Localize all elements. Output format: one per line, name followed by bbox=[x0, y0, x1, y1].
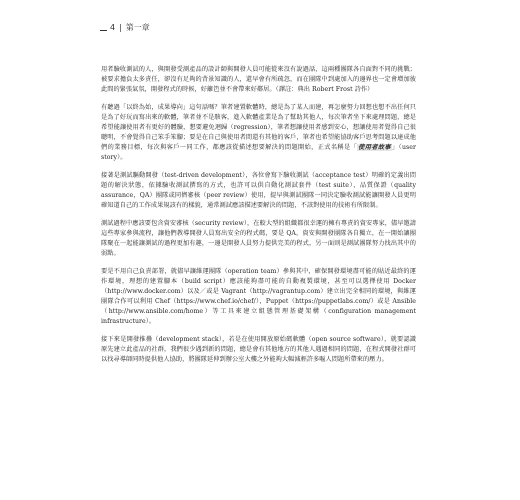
user-story-term: 使用者故事 bbox=[358, 144, 391, 151]
paragraph-6: 接下來是開發推疊（development stack），若是在使用開放原始碼軟體（open source software），就要認識原先建立此產品的社群，我們很少遇到新的問題，總是會有其他地方的其他人遇過相同的問題，在程式開發社群可以找尋導師同時提供他人協助，將團隊延伸到辦公室大樓之外能夠大幅減輕許多嘔人問題所帶來的壓力。 bbox=[101, 336, 416, 363]
paragraph-2-text: 有聽過「以終為始，成果導向」這句話嗎？筆者建置軟體時，總是為了某人而建，再怎麼努力回想也想不出任何只是為了好玩而寫出來的軟體，筆者並不是駭客，進入軟體產業是為了幫助其他人，每次筆者坐下來處理問題，總是希望能讓使用者有更好的體驗，想要避免迴歸（regression），筆者想讓使用者感到安心，想讓使用者覺得自己很聰明，不會覺得自己笨手笨腳；要是在自己與使用者間還有其他的客戶，筆者也希望能協助客戶思考問題以達成他們的業務目標，每次與客戶一同工作，都應該從描述想要解決的問題開始，正式名稱是「 bbox=[101, 104, 416, 151]
header-rule bbox=[100, 30, 107, 32]
running-header bbox=[100, 22, 150, 33]
paragraph-2-tail: 」（user story）。 bbox=[101, 144, 416, 161]
paragraph-1: 用者驗收測試的人，與開發受測產品的設計師與開發人員可能從來沒有說過話，這兩種團隊各自面對不同的挑戰；被要求擔負太多責任，卻沒有足夠的背景知識的人，還早會有所疏忽，而在團隊中到處加入的邊界也一定會增加彼此間的緊張氣氛，開發程式的時候，好籬笆並不會帶來好鄰居。（譯註：典出 Robert Frost 詩作） bbox=[101, 66, 416, 93]
paragraph-3: 接著是測試驅動開發（test-driven development），各位會寫下驗收測試（acceptance test）明確的定義出問題的解決狀態，依據驗收測試撰寫的方式，也許可以供自動化測試套件（test suite），品質保證（quality assurance，QA）團隊或同儕審核（peer review）使用，提早與測試團隊一同決定驗收測試能讓開發人員更明確知道自己的工作成果規該有的樣貌，通常測試應該描述要解決的問題，不該對使用的技術有所限制。 bbox=[101, 172, 416, 209]
chapter-title: 第一章 bbox=[125, 23, 150, 32]
paragraph-4: 測試過程中應該要包含資安審核（security review），在較大型的組織都很幸運的擁有專責的資安專家，儘早邀請這些專家參與流程，讓他們教導開發人員寫出安全的程式碼，要是 QA，資安與開發團隊各自獨立，在一開始讓團隊聚在一起能讓測試的過程更加有趣，一邊是開發人員努力提供完美的程式，另一面則是測試團隊努力找出其中的弱點。 bbox=[101, 220, 416, 257]
header-separator: | bbox=[119, 23, 122, 32]
body-text bbox=[101, 65, 416, 373]
page-number: 4 bbox=[110, 23, 116, 32]
paragraph-2 bbox=[101, 103, 416, 163]
paragraph-5: 要是不用自己負責部署，就儘早讓維運團隊（operation team）參與其中，確保開發環境盡可能的貼近最終的運作環境，理想的建置腳本（build script）應該能夠盡可能的自動複製環境，甚至可以選擇使用 Docker（http://www.docker.com）以及／或是 Vagrant（http://vagrantup.com）建立出完全相同的環境，與維運團隊合作可以利用 Chef（https://www.chef.io/chef/），Puppet（https://puppetlabs.com/）或是 Ansible（http://www.ansible.com/home）等工具來建立組態管理基礎架構（configuration management infrastructure）。 bbox=[101, 268, 416, 325]
